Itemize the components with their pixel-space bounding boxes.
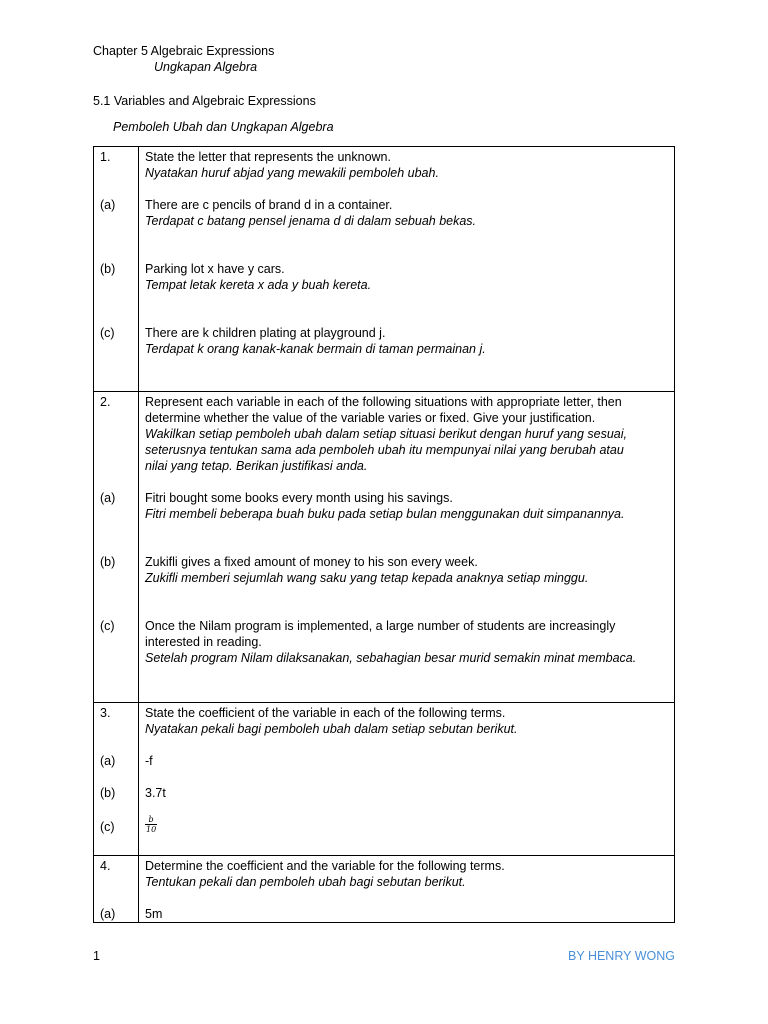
item-text-ms: Setelah program Nilam dilaksanakan, sebahagian besar murid semakin minat membaca. [145,651,637,665]
section-title: 5.1 Variables and Algebraic Expressions [93,94,316,108]
question-text-ms: seterusnya tentukan sama ada pemboleh ubah itu mempunyai nilai yang berubah atau [145,443,624,457]
question-number-cell [94,703,139,856]
question-content-cell [139,856,675,923]
question-number-cell [94,147,139,392]
question-content-cell [139,147,675,392]
question-text-ms: Tentukan pekali dan pemboleh ubah bagi sebutan berikut. [145,875,466,889]
item-label: (c) [100,326,115,340]
item-text-ms: Terdapat k orang kanak-kanak bermain di taman permainan j. [145,342,486,356]
question-number: 2. [100,395,111,409]
item-text: Parking lot x have y cars. [145,262,285,276]
question-content-cell [139,703,675,856]
question-number: 4. [100,859,111,873]
item-text: interested in reading. [145,635,262,649]
question-text-ms: Wakilkan setiap pemboleh ubah dalam setiap situasi berikut dengan huruf yang sesuai, [145,427,628,441]
question-number-cell [94,392,139,703]
question-text-ms: Nyatakan huruf abjad yang mewakili pemboleh ubah. [145,166,439,180]
item-label: (c) [100,619,115,633]
question-content-cell [139,392,675,703]
question-text: State the coefficient of the variable in each of the following terms. [145,706,506,720]
question-text: Represent each variable in each of the following situations with appropriate letter, then [145,395,622,409]
question-text: State the letter that represents the unknown. [145,150,391,164]
question-row-1 [94,147,675,392]
item-text: There are k children plating at playground j. [145,326,386,340]
item-text-ms: Terdapat c batang pensel jenama d di dalam sebuah bekas. [145,214,477,228]
questions-table [93,146,675,923]
item-text: There are c pencils of brand d in a container. [145,198,393,212]
item-label: (a) [100,907,116,921]
question-number: 1. [100,150,111,164]
question-row-2 [94,392,675,703]
question-row-3 [94,703,675,856]
question-number-cell [94,856,139,923]
question-row-4 [94,856,675,923]
chapter-title: Chapter 5 Algebraic Expressions [93,44,275,58]
chapter-header [93,43,274,75]
item-text: Fitri bought some books every month using his savings. [145,491,453,505]
term: -f [145,754,153,768]
item-label: (b) [100,555,116,569]
question-number: 3. [100,706,111,720]
chapter-title-ms: Ungkapan Algebra [154,60,258,74]
section-title-ms: Pemboleh Ubah dan Ungkapan Algebra [113,120,334,134]
question-text-ms: Nyatakan pekali bagi pemboleh ubah dalam setiap sebutan berikut. [145,722,518,736]
page-number: 1 [93,949,100,963]
fraction-numerator: b [145,815,157,825]
fraction-denominator: 10 [146,825,157,834]
item-text: Zukifli gives a fixed amount of money to his son every week. [145,555,478,569]
term: 3.7t [145,786,166,800]
item-text-ms: Fitri membeli beberapa buah buku pada setiap bulan menggunakan duit simpanannya. [145,507,625,521]
question-text: determine whether the value of the variable varies or fixed. Give your justification. [145,411,596,425]
item-label: (a) [100,198,116,212]
author-credit: BY HENRY WONG [568,949,675,963]
term: 5m [145,907,163,921]
item-label: (a) [100,754,116,768]
item-label: (c) [100,820,115,834]
question-text-ms: nilai yang tetap. Berikan justifikasi anda. [145,459,368,473]
item-text-ms: Zukifli memberi sejumlah wang saku yang tetap kepada anaknya setiap minggu. [145,571,589,585]
question-text: Determine the coefficient and the variable for the following terms. [145,859,505,873]
item-label: (b) [100,262,116,276]
item-label: (a) [100,491,116,505]
item-label: (b) [100,786,116,800]
item-text-ms: Tempat letak kereta x ada y buah kereta. [145,278,372,292]
fraction-term [145,815,157,834]
item-text: Once the Nilam program is implemented, a large number of students are increasingly [145,619,616,633]
